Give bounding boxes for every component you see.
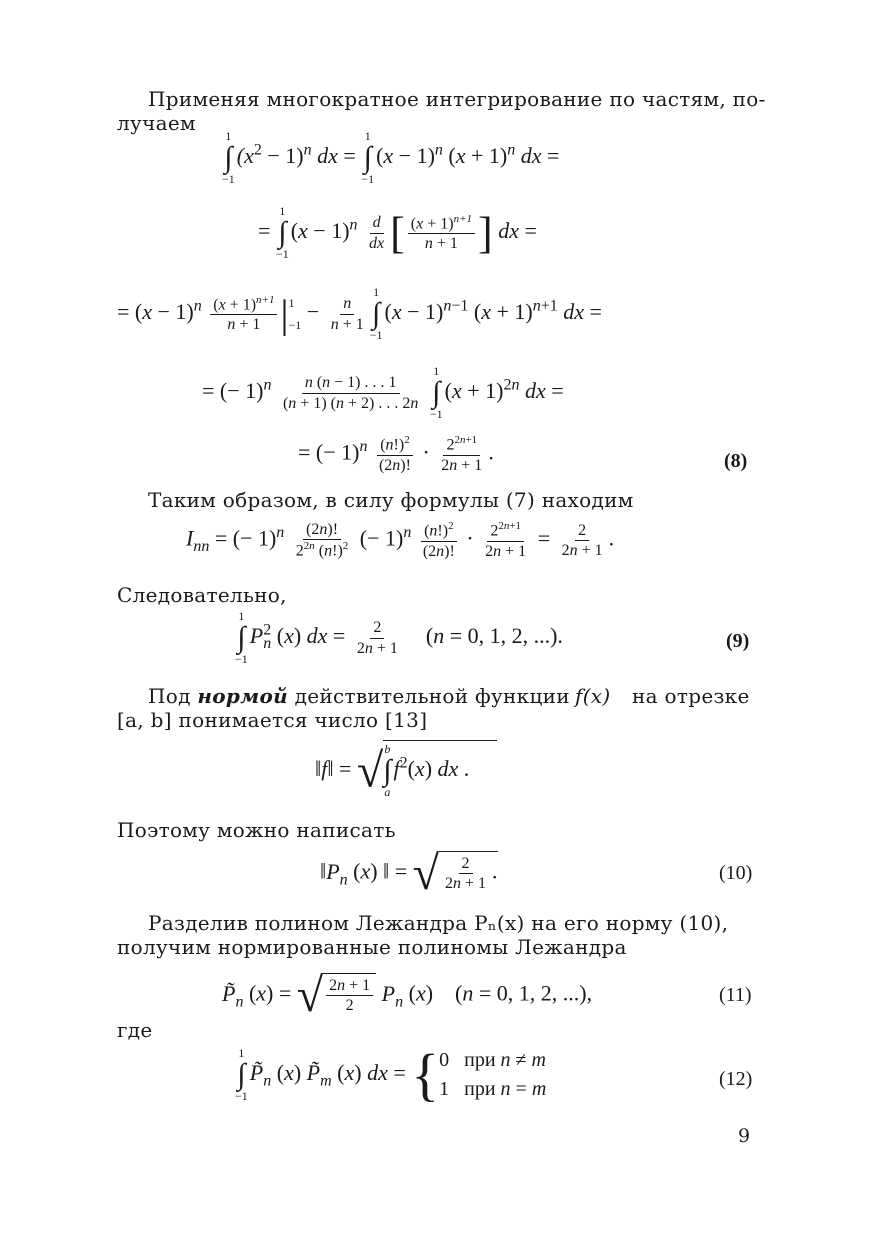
formula-4: = (− 1)$^n$ $\frac{n (n - 1) . . . 1}{(n + 1) (n + 2) . . . 2n}$ 1 ∫ −1 $(x + 1)^{2n}$ dx = bbox=[202, 364, 564, 421]
formula-8: ‖f‖ = √ b ∫ a $f^2(x)$ dx . bbox=[315, 740, 497, 799]
formula-5: = (− 1)$^n$ $\frac{(n!)^2}{(2n)!}$ · $\frac{2^{2n+1}}{2n + 1}$ . bbox=[298, 434, 494, 474]
formula-2: = 1 ∫ −1 $(x - 1)^n$ $\frac{d}{dx}$ [ $\frac{(x + 1)^{n+1}}{n + 1}$ ] dx = bbox=[258, 204, 537, 261]
text-line: где bbox=[117, 1018, 153, 1042]
formula-3: = $(x - 1)^n$ $\frac{(x + 1)^{n+1}}{n + 1}$ | 1 −1 − $\frac{n}{n + 1}$ 1 ∫ −1 $(x - 1)^{n-1}$ $(x + 1)^{n+1}$ dx = bbox=[117, 285, 602, 342]
text-line: Поэтому можно написать bbox=[117, 818, 396, 842]
formula-9: $‖P_n$ (x) ‖ = √ $\frac{2}{2n + 1}$ . bbox=[320, 847, 498, 900]
formula-6: $I_{nn}$ = (− 1)$^n$ $\frac{(2n)!}{2^{2n} (n!)^2}$ (− 1)$^n$ $\frac{(n!)^2}{(2n)!}$ · $\frac{2^{2n+1}}{2n + 1}$ = $\frac{2}{2n + 1}$ . bbox=[186, 520, 615, 560]
text-fragment: Под bbox=[148, 684, 198, 708]
text-line: получим нормированные полиномы Лежандра bbox=[117, 935, 627, 959]
text-line: [a, b] понимается число [13] bbox=[117, 708, 428, 732]
text-fragment: действительной функции bbox=[287, 684, 570, 708]
page-number: 9 bbox=[738, 1125, 751, 1147]
equation-number-9: (9) bbox=[726, 630, 750, 652]
equation-number-10: (10) bbox=[719, 862, 753, 884]
text-line: Таким образом, в силу формулы (7) находим bbox=[148, 488, 634, 512]
text-fragment: f(x) bbox=[575, 684, 611, 708]
equation-number-12: (12) bbox=[719, 1068, 753, 1090]
formula-1: 1 ∫ −1 $(x^2 - 1)^n$ dx = 1 ∫ −1 $(x - 1)^n$ $(x + 1)^n$ dx = bbox=[222, 129, 560, 186]
formula-7: 1 ∫ −1 $P^2_n$ (x) dx = $\frac{2}{2n + 1}$ (n = 0, 1, 2, ...). bbox=[235, 609, 563, 666]
text-line: Разделив полином Лежандра Pₙ(x) на его норму (10), bbox=[148, 911, 729, 935]
formula-11: 1 ∫ −1 $P̃_n$ (x) $P̃_m$ (x) dx = { 0 при n ≠ m 1 при n = m bbox=[235, 1042, 547, 1107]
text-line: Применяя многократное интегрирование по частям, по- bbox=[148, 87, 766, 111]
text-line: Следовательно, bbox=[117, 583, 287, 607]
text-line: лучаем bbox=[117, 111, 196, 135]
text-line bbox=[148, 684, 570, 708]
text-fragment: на отрезке bbox=[632, 684, 750, 708]
equation-number-11: (11) bbox=[719, 984, 752, 1006]
equation-number-8: (8) bbox=[724, 450, 748, 472]
formula-10: $P̃_n$ (x) = √ $\frac{2n + 1}{2}$ $P_n$ (x) (n = 0, 1, 2, ...), bbox=[222, 969, 593, 1022]
emphasis-term: нормой bbox=[197, 684, 288, 708]
